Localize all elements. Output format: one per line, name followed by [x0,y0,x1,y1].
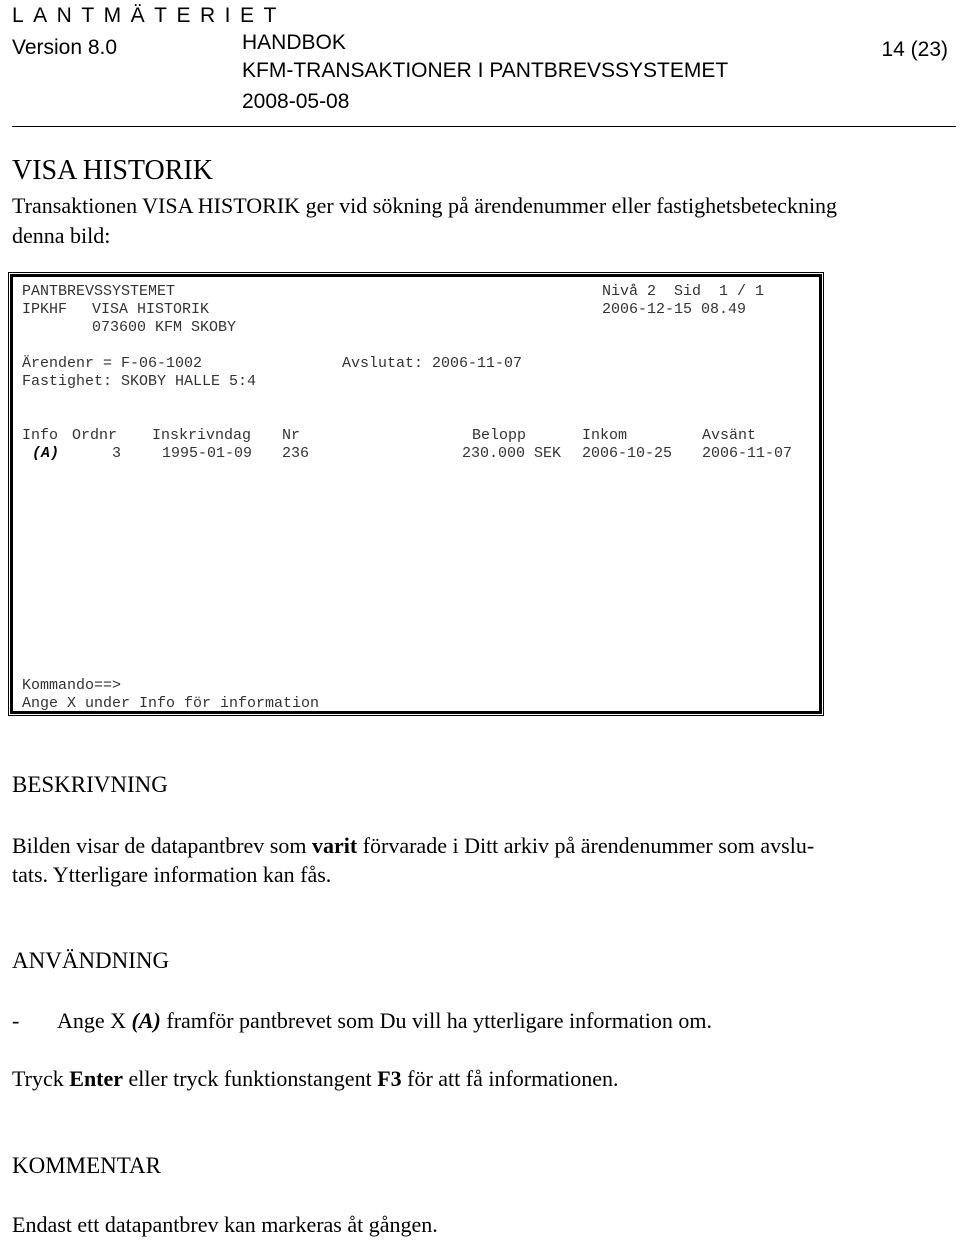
column-header-inkom: Inkom [582,427,628,444]
transaction-name: VISA HISTORIK [92,301,210,318]
header-divider [12,126,956,127]
row-nr: 236 [282,445,310,462]
beskrivning-text-b: förvarade i Ditt arkiv på ärendenummer som avslu- [357,833,815,858]
organization-name: LANTMÄTERIET [12,4,286,27]
command-prompt[interactable]: Kommando==> [22,677,122,694]
help-message: Ange X under Info för information [22,695,320,712]
anvandning-bullet-dash: - [12,1008,20,1033]
document-title: HANDBOK [242,31,346,54]
system-name: PANTBREVSSYSTEMET [22,283,176,300]
page-heading: VISA HISTORIK [12,155,213,186]
info-select-field[interactable]: (A) [32,445,60,462]
section-heading-kommentar: KOMMENTAR [12,1153,161,1178]
row-belopp: 230.000 SEK [462,445,562,462]
document-version: Version 8.0 [12,36,118,59]
intro-text-line-2: denna bild: [12,223,111,248]
row-inskrivndag: 1995-01-09 [162,445,253,462]
kommentar-text: Endast ett datapantbrev kan markeras åt gången. [12,1212,438,1237]
office-name: 073600 KFM SKOBY [92,319,237,336]
column-header-nr: Nr [282,427,301,444]
beskrivning-line-1 [12,833,814,859]
page-number: 14 (23) [881,38,948,61]
column-header-ordnr: Ordnr [72,427,118,444]
screen-datetime: 2006-12-15 08.49 [602,301,747,318]
instruction-b: eller tryck funktionstangent [123,1066,378,1091]
row-ordnr: 3 [112,445,122,462]
anvandning-bullet-b: framför pantbrevet som Du vill ha ytterligare information om. [160,1008,712,1033]
closed-date: Avslutat: 2006-11-07 [342,355,523,372]
terminal-screen [10,274,822,714]
anvandning-code: (A) [131,1008,161,1033]
beskrivning-emphasis: varit [311,833,358,858]
section-heading-beskrivning: BESKRIVNING [12,772,168,797]
column-header-info: Info [22,427,59,444]
anvandning-instruction [12,1066,619,1092]
column-header-belopp: Belopp [472,427,527,444]
instruction-c: för att få informationen. [401,1066,619,1091]
property-designation: Fastighet: SKOBY HALLE 5:4 [22,373,257,390]
level-page-indicator: Nivå 2 Sid 1 / 1 [602,283,765,300]
key-f3: F3 [377,1066,402,1091]
document-date: 2008-05-08 [242,90,350,113]
key-enter: Enter [69,1066,124,1091]
intro-text-line-1: Transaktionen VISA HISTORIK ger vid sökning på ärendenummer eller fastighetsbeteckning [12,193,838,218]
anvandning-bullet-text [57,1008,712,1034]
row-inkom: 2006-10-25 [582,445,673,462]
section-heading-anvandning: ANVÄNDNING [12,948,170,973]
document-subtitle: KFM-TRANSAKTIONER I PANTBREVSSYSTEMET [242,59,729,82]
beskrivning-text-a: Bilden visar de datapantbrev som [12,833,312,858]
column-header-avsant: Avsänt [702,427,757,444]
row-avsant: 2006-11-07 [702,445,793,462]
anvandning-bullet-a: Ange X [57,1008,132,1033]
case-number: Ärendenr = F-06-1002 [22,355,203,372]
beskrivning-line-2: tats. Ytterligare information kan fås. [12,862,332,887]
transaction-code: IPKHF [22,301,68,318]
column-header-inskrivndag: Inskrivndag [152,427,252,444]
instruction-a: Tryck [12,1066,70,1091]
